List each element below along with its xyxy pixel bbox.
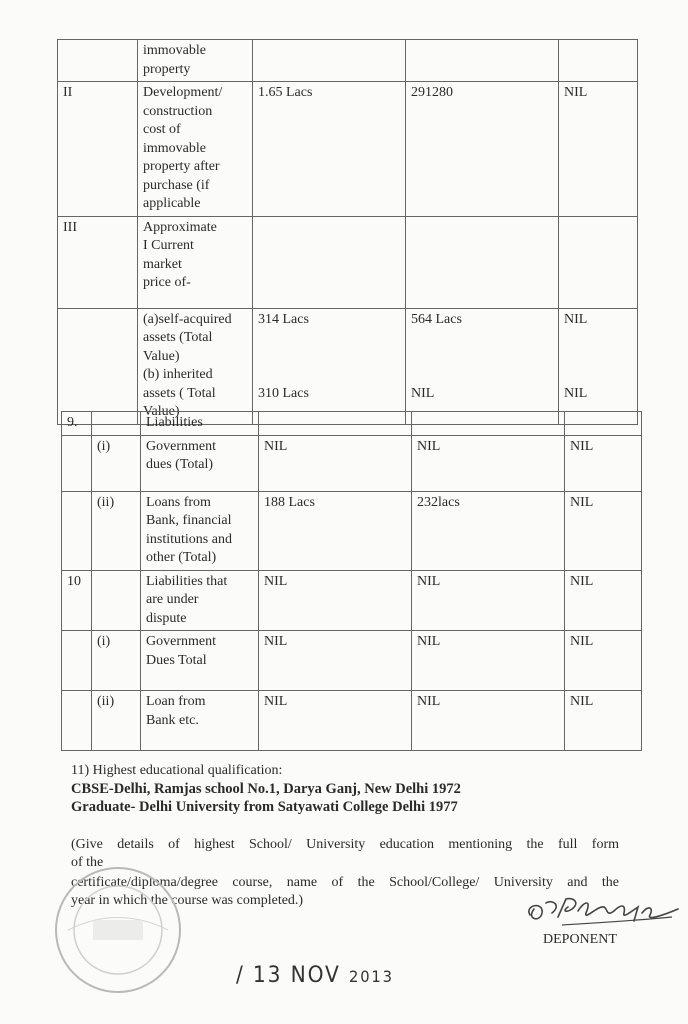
cell-v1: NIL — [259, 631, 412, 691]
note-line-2: of the — [71, 855, 104, 870]
table-row — [58, 82, 638, 217]
cell-no — [58, 40, 138, 82]
seal-stamp-icon — [38, 860, 198, 1000]
cell-no — [62, 435, 92, 491]
cell-no: III — [58, 216, 138, 308]
cell-no — [62, 691, 92, 751]
cell-no — [62, 491, 92, 570]
date-stamp-prefix: / — [236, 963, 253, 988]
cell-v3: NIL NIL — [559, 308, 638, 424]
cell-no — [58, 308, 138, 424]
cell-no: II — [58, 82, 138, 217]
cell-v1: NIL — [259, 570, 412, 631]
cell-v3: NIL — [565, 570, 642, 631]
cell-v2: 232lacs — [412, 491, 565, 570]
cell-v2: NIL — [412, 570, 565, 631]
table-row — [62, 570, 642, 631]
cell-sub: (ii) — [92, 691, 141, 751]
cell-v1 — [253, 40, 406, 82]
cell-sub: (i) — [92, 435, 141, 491]
table-row — [58, 216, 638, 308]
table-row — [62, 412, 642, 436]
cell-sub: (i) — [92, 631, 141, 691]
table-row — [62, 691, 642, 751]
assets-table — [57, 39, 638, 425]
cell-v1: NIL — [259, 435, 412, 491]
cell-v1: 1.65 Lacs — [253, 82, 406, 217]
qualification-school: CBSE-Delhi, Ramjas school No.1, Darya Ganj, New Delhi 1972 — [71, 781, 461, 797]
cell-v3: NIL — [565, 491, 642, 570]
cell-v2: NIL — [412, 631, 565, 691]
cell-v2: NIL — [412, 691, 565, 751]
cell-v3 — [565, 412, 642, 436]
table-row — [62, 491, 642, 570]
cell-v3: NIL — [559, 82, 638, 217]
cell-desc: Government Dues Total — [141, 631, 259, 691]
note-line-3: certificate/diploma/degree course, name of the School/College/ University and the — [71, 875, 619, 890]
note-line-4: year in which the course was completed.) — [71, 893, 304, 908]
cell-v1 — [253, 216, 406, 308]
cell-v3: NIL — [565, 691, 642, 751]
qualification-heading: 11) Highest educational qualification: — [71, 763, 283, 778]
cell-desc: immovable property — [138, 40, 253, 82]
date-stamp-day-month: 13 NOV — [252, 963, 350, 988]
signature-icon — [522, 893, 682, 933]
table-row — [58, 308, 638, 424]
cell-v3: NIL — [565, 435, 642, 491]
liabilities-table — [61, 411, 642, 751]
cell-no: 10 — [62, 570, 92, 631]
cell-desc: Government dues (Total) — [141, 435, 259, 491]
cell-v2 — [406, 216, 559, 308]
cell-desc: Loans from Bank, financial institutions and other (Total) — [141, 491, 259, 570]
table-row — [62, 631, 642, 691]
cell-desc: Loan from Bank etc. — [141, 691, 259, 751]
cell-v3 — [559, 40, 638, 82]
cell-v1: 314 Lacs 310 Lacs — [253, 308, 406, 424]
cell-desc: Approximate I Current market price of- — [138, 216, 253, 308]
cell-v1: NIL — [259, 691, 412, 751]
qualification-graduate: Graduate- Delhi University from Satyawati College Delhi 1977 — [71, 799, 458, 815]
table-row — [58, 40, 638, 82]
date-stamp — [236, 963, 394, 988]
cell-v1 — [259, 412, 412, 436]
cell-sub — [92, 412, 141, 436]
cell-desc: Liabilities — [141, 412, 259, 436]
cell-no — [62, 631, 92, 691]
cell-v1: 188 Lacs — [259, 491, 412, 570]
cell-no: 9. — [62, 412, 92, 436]
cell-desc: Development/ construction cost of immovable property after purchase (if applicable — [138, 82, 253, 217]
date-stamp-year: 2013 — [349, 967, 394, 986]
cell-sub — [92, 570, 141, 631]
table-row — [62, 435, 642, 491]
cell-v2: 564 Lacs NIL — [406, 308, 559, 424]
cell-v2 — [412, 412, 565, 436]
cell-sub: (ii) — [92, 491, 141, 570]
cell-v2 — [406, 40, 559, 82]
cell-v3: NIL — [565, 631, 642, 691]
cell-v2: 291280 — [406, 82, 559, 217]
cell-desc: (a)self-acquired assets (Total Value) (b) inherited assets ( Total Value) — [138, 308, 253, 424]
cell-desc: Liabilities that are under dispute — [141, 570, 259, 631]
cell-v3 — [559, 216, 638, 308]
note-line-1: (Give details of highest School/ University education mentioning the full form — [71, 837, 619, 852]
cell-v2: NIL — [412, 435, 565, 491]
deponent-label: DEPONENT — [543, 932, 617, 947]
